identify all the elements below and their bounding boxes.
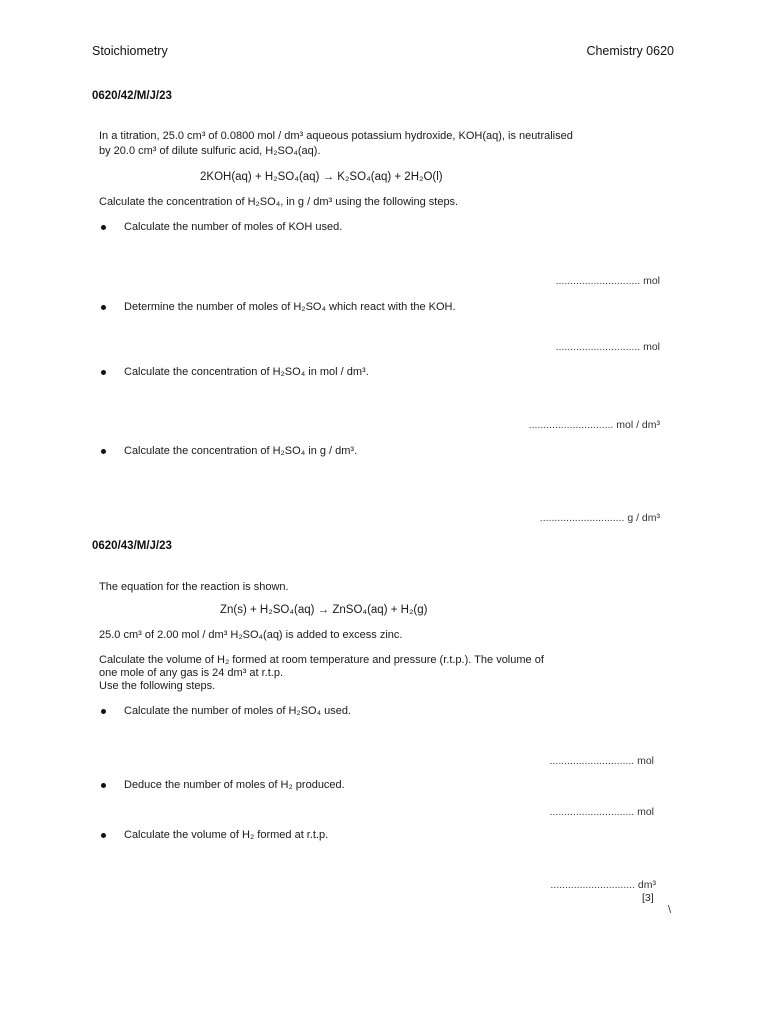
p1-answer-2: ............................. mol [555, 341, 660, 353]
p1-step-4: Calculate the concentration of H₂SO₄ in g / dm³. [124, 445, 358, 457]
p2-given: 25.0 cm³ of 2.00 mol / dm³ H₂SO₄(aq) is added to excess zinc. [99, 629, 403, 641]
p2-answer-2: ............................. mol [549, 806, 654, 818]
p2-step-3: Calculate the volume of H₂ formed at r.t.p. [124, 829, 329, 841]
p1-step-1: Calculate the number of moles of KOH used. [124, 221, 343, 233]
p2-intro: The equation for the reaction is shown. [99, 581, 289, 593]
p2-instruction-line1: Calculate the volume of H₂ formed at room temperature and pressure (r.t.p.). The volume of [99, 654, 544, 666]
p1-answer-1: ............................. mol [555, 275, 660, 287]
marks-allocation: [3] [642, 892, 654, 904]
p2-instruction-line3: Use the following steps. [99, 680, 216, 692]
p2-step-1: Calculate the number of moles of H₂SO₄ used. [124, 705, 352, 717]
bullet [101, 305, 106, 310]
bullet [101, 709, 106, 714]
stray-mark: \ [668, 904, 672, 916]
p1-intro-line1: In a titration, 25.0 cm³ of 0.0800 mol / dm³ aqueous potassium hydroxide, KOH(aq), is neutralised [99, 130, 573, 142]
p1-instruction: Calculate the concentration of H₂SO₄, in g / dm³ using the following steps. [99, 196, 459, 208]
bullet [101, 225, 106, 230]
p2-answer-3: ............................. dm³ [550, 879, 656, 891]
header-right: Chemistry 0620 [586, 44, 674, 58]
header-left: Stoichiometry [92, 44, 168, 58]
bullet [101, 833, 106, 838]
bullet [101, 449, 106, 454]
bullet [101, 783, 106, 788]
p2-answer-1: ............................. mol [549, 755, 654, 767]
p1-equation: 2KOH(aq) + H₂SO₄(aq) → K₂SO₄(aq) + 2H₂O(l) [200, 171, 443, 183]
paper-code-43: 0620/43/M/J/23 [92, 540, 172, 552]
p2-step-2: Deduce the number of moles of H₂ produced. [124, 779, 345, 791]
bullet [101, 370, 106, 375]
p1-intro-line2: by 20.0 cm³ of dilute sulfuric acid, H₂SO₄(aq). [99, 145, 321, 157]
p1-step-3: Calculate the concentration of H₂SO₄ in mol / dm³. [124, 366, 369, 378]
p1-step-2: Determine the number of moles of H₂SO₄ which react with the KOH. [124, 301, 456, 313]
p1-answer-3: ............................. mol / dm³ [528, 419, 660, 431]
p1-answer-4: ............................. g / dm³ [539, 512, 660, 524]
p2-equation: Zn(s) + H₂SO₄(aq) → ZnSO₄(aq) + H₂(g) [220, 604, 428, 616]
p2-instruction-line2: one mole of any gas is 24 dm³ at r.t.p. [99, 667, 284, 679]
paper-code-42: 0620/42/M/J/23 [92, 90, 172, 102]
